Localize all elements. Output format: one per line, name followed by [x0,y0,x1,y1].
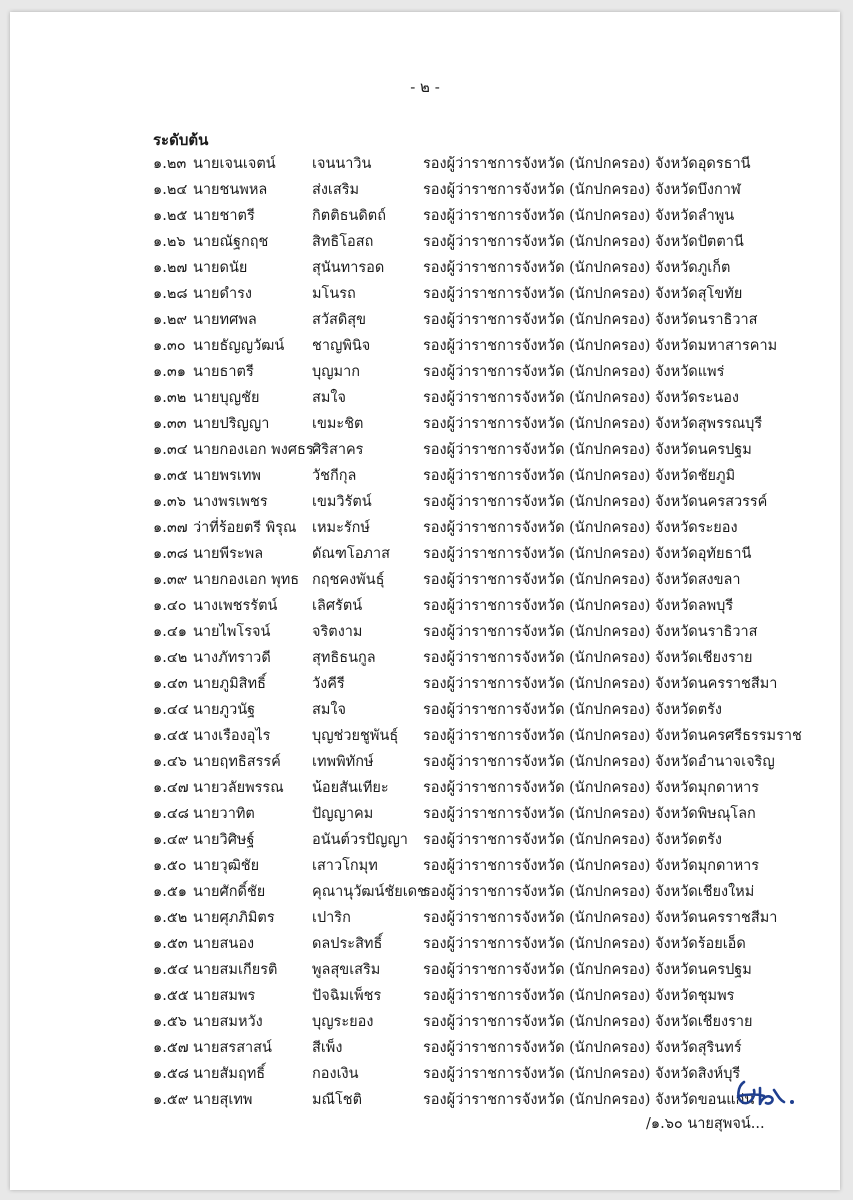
last-name: สวัสดิสุข [312,312,367,328]
last-name: คุณานุวัฒน์ชัยเดช [312,884,427,900]
position-title: รองผู้ว่าราชการจังหวัด (นักปกครอง) จังหวัดลพบุรี [423,598,734,614]
position-title: รองผู้ว่าราชการจังหวัด (นักปกครอง) จังหวัดสุโขทัย [423,286,743,302]
list-item [10,646,840,672]
entry-number: ๑.๒๗ [153,260,188,276]
last-name: บุญระยอง [312,1014,374,1030]
first-name: นายศักดิ์ชัย [193,884,266,900]
position-title: รองผู้ว่าราชการจังหวัด (นักปกครอง) จังหวัดบึงกาฬ [423,182,741,198]
list-item [10,880,840,906]
entry-number: ๑.๕๕ [153,988,189,1004]
list-item [10,932,840,958]
last-name: เปาริก [312,910,351,926]
entry-number: ๑.๔๑ [153,624,187,640]
first-name: นางเพชรรัตน์ [193,598,278,614]
last-name: ดัณฑโอภาส [312,546,390,562]
entry-number: ๑.๓๔ [153,442,188,458]
list-item [10,178,840,204]
last-name: สิทธิโอสถ [312,234,374,250]
position-title: รองผู้ว่าราชการจังหวัด (นักปกครอง) จังหวัดลำพูน [423,208,735,224]
first-name: นายดำรง [193,286,252,302]
position-title: รองผู้ว่าราชการจังหวัด (นักปกครอง) จังหวัดชุมพร [423,988,735,1004]
page-number: - ๒ - [410,78,440,96]
last-name: จริตงาม [312,624,363,640]
first-name: นายศุภภิมิตร [193,910,275,926]
entry-number: ๑.๓๗ [153,520,188,536]
position-title: รองผู้ว่าราชการจังหวัด (นักปกครอง) จังหวัดเชียงราย [423,650,753,666]
last-name: สมใจ [312,390,346,406]
position-title: รองผู้ว่าราชการจังหวัด (นักปกครอง) จังหวัดตรัง [423,702,722,718]
entry-number: ๑.๒๘ [153,286,188,302]
last-name: เขมะชิต [312,416,364,432]
list-item [10,204,840,230]
position-title: รองผู้ว่าราชการจังหวัด (นักปกครอง) จังหวัดอุดรธานี [423,156,751,172]
first-name: นายธาตรี [193,364,254,380]
first-name: นายบุญชัย [193,390,260,406]
list-item [10,828,840,854]
list-item [10,802,840,828]
list-item [10,334,840,360]
first-name: นายธัญญวัฒน์ [193,338,285,354]
last-name: สมใจ [312,702,346,718]
position-title: รองผู้ว่าราชการจังหวัด (นักปกครอง) จังหวัดเชียงราย [423,1014,753,1030]
position-title: รองผู้ว่าราชการจังหวัด (นักปกครอง) จังหวัดแพร่ [423,364,725,380]
entry-number: ๑.๕๖ [153,1014,187,1030]
last-name: บุญช่วยชูพันธุ์ [312,728,399,744]
first-name: นายวุฒิชัย [193,858,260,874]
last-name: กฤชคงพันธุ์ [312,572,385,588]
entry-number: ๑.๕๔ [153,962,189,978]
entry-number: ๑.๓๖ [153,494,186,510]
position-title: รองผู้ว่าราชการจังหวัด (นักปกครอง) จังหวัดสงขลา [423,572,741,588]
position-title: รองผู้ว่าราชการจังหวัด (นักปกครอง) จังหวัดปัตตานี [423,234,744,250]
continuation-reference: /๑.๖๐ นายสุพจน์... [646,1116,765,1132]
last-name: มโนรถ [312,286,356,302]
last-name: เสาวโกมุท [312,858,378,874]
last-name: ส่งเสริม [312,182,360,198]
first-name: นายเจนเจตน์ [193,156,276,172]
entry-number: ๑.๒๓ [153,156,187,172]
position-title: รองผู้ว่าราชการจังหวัด (นักปกครอง) จังหวัดชัยภูมิ [423,468,736,484]
position-title: รองผู้ว่าราชการจังหวัด (นักปกครอง) จังหวัดนครศรีธรรมราช [423,728,802,744]
position-title: รองผู้ว่าราชการจังหวัด (นักปกครอง) จังหวัดสิงห์บุรี [423,1066,741,1082]
first-name: นางภัทราวดี [193,650,271,666]
position-title: รองผู้ว่าราชการจังหวัด (นักปกครอง) จังหวัดมุกดาหาร [423,858,760,874]
first-name: นายสุเทพ [193,1092,253,1108]
last-name: สีเพ็ง [312,1040,343,1056]
entry-number: ๑.๔๙ [153,832,189,848]
first-name: นายพรเทพ [193,468,261,484]
first-name: นายไพโรจน์ [193,624,271,640]
list-item [10,412,840,438]
appointment-list [10,152,840,1114]
list-item [10,620,840,646]
first-name: นายวลัยพรรณ [193,780,284,796]
last-name: ปัญญาคม [312,806,374,822]
position-title: รองผู้ว่าราชการจังหวัด (นักปกครอง) จังหวัดร้อยเอ็ด [423,936,746,952]
list-item [10,724,840,750]
entry-number: ๑.๓๐ [153,338,186,354]
list-item [10,568,840,594]
entry-number: ๑.๕๙ [153,1092,189,1108]
first-name: นายสมหวัง [193,1014,263,1030]
entry-number: ๑.๔๓ [153,676,188,692]
first-name: นายสัมฤทธิ์ [193,1066,266,1082]
first-name: นายวาทิต [193,806,255,822]
first-name: นายทศพล [193,312,257,328]
list-item [10,698,840,724]
first-name: นางเรืองอุไร [193,728,271,744]
entry-number: ๑.๔๐ [153,598,187,614]
position-title: รองผู้ว่าราชการจังหวัด (นักปกครอง) จังหวัดระนอง [423,390,739,406]
position-title: รองผู้ว่าราชการจังหวัด (นักปกครอง) จังหวัดตรัง [423,832,722,848]
last-name: มณีโชติ [312,1092,363,1108]
first-name: นายวิศิษฐ์ [193,832,255,848]
position-title: รองผู้ว่าราชการจังหวัด (นักปกครอง) จังหวัดอำนาจเจริญ [423,754,775,770]
entry-number: ๑.๕๐ [153,858,187,874]
list-item [10,516,840,542]
first-name: นายดนัย [193,260,248,276]
position-title: รองผู้ว่าราชการจังหวัด (นักปกครอง) จังหวัดสุรินทร์ [423,1040,742,1056]
entry-number: ๑.๓๓ [153,416,187,432]
list-item [10,1036,840,1062]
position-title: รองผู้ว่าราชการจังหวัด (นักปกครอง) จังหวัดพิษณุโลก [423,806,756,822]
list-item [10,1088,840,1114]
last-name: พูลสุขเสริม [312,962,381,978]
document-page [10,12,840,1190]
position-title: รองผู้ว่าราชการจังหวัด (นักปกครอง) จังหวัดระยอง [423,520,738,536]
list-item [10,152,840,178]
signature-initials [730,1076,810,1112]
first-name: นายกองเอก พงศธร [193,442,314,458]
section-title: ระดับต้น [153,131,209,149]
list-item [10,906,840,932]
list-item [10,438,840,464]
position-title: รองผู้ว่าราชการจังหวัด (นักปกครอง) จังหวัดนครปฐม [423,962,752,978]
last-name: วังคีรี [312,676,345,692]
entry-number: ๑.๒๙ [153,312,187,328]
last-name: สุนันทารอด [312,260,385,276]
entry-number: ๑.๕๗ [153,1040,189,1056]
last-name: สุทธิธนกูล [312,650,376,666]
entry-number: ๑.๓๕ [153,468,188,484]
first-name: นายฤทธิสรรค์ [193,754,281,770]
first-name: นายสนอง [193,936,255,952]
last-name: เขมวิรัตน์ [312,494,372,510]
last-name: อนันต์วรปัญญา [312,832,408,848]
last-name: ชาญพินิจ [312,338,371,354]
entry-number: ๑.๒๔ [153,182,188,198]
position-title: รองผู้ว่าราชการจังหวัด (นักปกครอง) จังหวัดอุทัยธานี [423,546,752,562]
entry-number: ๑.๕๒ [153,910,188,926]
last-name: เทพพิทักษ์ [312,754,374,770]
first-name: นายสมเกียรติ [193,962,278,978]
first-name: นางพรเพชร [193,494,268,510]
first-name: นายชาตรี [193,208,255,224]
position-title: รองผู้ว่าราชการจังหวัด (นักปกครอง) จังหวัดนราธิวาส [423,624,758,640]
first-name: ว่าที่ร้อยตรี พิรุณ [193,520,297,536]
list-item [10,594,840,620]
position-title: รองผู้ว่าราชการจังหวัด (นักปกครอง) จังหวัดภูเก็ต [423,260,731,276]
list-item [10,542,840,568]
entry-number: ๑.๓๘ [153,546,188,562]
position-title: รองผู้ว่าราชการจังหวัด (นักปกครอง) จังหวัดนครราชสีมา [423,676,778,692]
list-item [10,750,840,776]
position-title: รองผู้ว่าราชการจังหวัด (นักปกครอง) จังหวัดเชียงใหม่ [423,884,755,900]
list-item [10,672,840,698]
list-item [10,984,840,1010]
last-name: ดลประสิทธิ์ [312,936,383,952]
entry-number: ๑.๓๒ [153,390,187,406]
list-item [10,464,840,490]
position-title: รองผู้ว่าราชการจังหวัด (นักปกครอง) จังหวัดมหาสารคาม [423,338,778,354]
last-name: ศิริสาคร [312,442,364,458]
list-item [10,360,840,386]
first-name: นายภูมิสิทธิ์ [193,676,266,692]
list-item [10,282,840,308]
entry-number: ๑.๓๙ [153,572,188,588]
entry-number: ๑.๕๑ [153,884,187,900]
first-name: นายพีระพล [193,546,264,562]
first-name: นายชนพหล [193,182,268,198]
position-title: รองผู้ว่าราชการจังหวัด (นักปกครอง) จังหวัดนครราชสีมา [423,910,778,926]
entry-number: ๑.๓๑ [153,364,186,380]
entry-number: ๑.๔๗ [153,780,189,796]
last-name: วัชกีกุล [312,468,357,484]
list-item [10,256,840,282]
position-title: รองผู้ว่าราชการจังหวัด (นักปกครอง) จังหวัดสุพรรณบุรี [423,416,763,432]
entry-number: ๑.๕๘ [153,1066,189,1082]
entry-number: ๑.๔๔ [153,702,189,718]
first-name: นายกองเอก พุทธ [193,572,300,588]
position-title: รองผู้ว่าราชการจังหวัด (นักปกครอง) จังหวัดนครปฐม [423,442,752,458]
entry-number: ๑.๔๒ [153,650,188,666]
list-item [10,1010,840,1036]
first-name: นายภูวนัฐ [193,702,256,718]
position-title: รองผู้ว่าราชการจังหวัด (นักปกครอง) จังหวัดขอนแก่น [423,1092,755,1108]
position-title: รองผู้ว่าราชการจังหวัด (นักปกครอง) จังหวัดนครสวรรค์ [423,494,768,510]
entry-number: ๑.๒๕ [153,208,188,224]
last-name: กิตติธนดิตถ์ [312,208,386,224]
entry-number: ๑.๔๕ [153,728,189,744]
list-item [10,490,840,516]
list-item [10,386,840,412]
list-item [10,776,840,802]
first-name: นายณัฐกฤช [193,234,269,250]
last-name: กองเงิน [312,1066,359,1082]
first-name: นายปริญญา [193,416,270,432]
first-name: นายสมพร [193,988,256,1004]
entry-number: ๑.๒๖ [153,234,186,250]
position-title: รองผู้ว่าราชการจังหวัด (นักปกครอง) จังหวัดมุกดาหาร [423,780,760,796]
entry-number: ๑.๕๓ [153,936,188,952]
first-name: นายสรสาสน์ [193,1040,272,1056]
list-item [10,958,840,984]
list-item [10,230,840,256]
last-name: เจนนาวิน [312,156,372,172]
last-name: เหมะรักษ์ [312,520,370,536]
position-title: รองผู้ว่าราชการจังหวัด (นักปกครอง) จังหวัดนราธิวาส [423,312,758,328]
last-name: ปัจฉิมเพ็ชร [312,988,382,1004]
list-item [10,1062,840,1088]
list-item [10,308,840,334]
last-name: เลิศรัตน์ [312,598,363,614]
last-name: บุญมาก [312,364,361,380]
last-name: น้อยสันเทียะ [312,780,389,796]
list-item [10,854,840,880]
entry-number: ๑.๔๘ [153,806,189,822]
entry-number: ๑.๔๖ [153,754,187,770]
